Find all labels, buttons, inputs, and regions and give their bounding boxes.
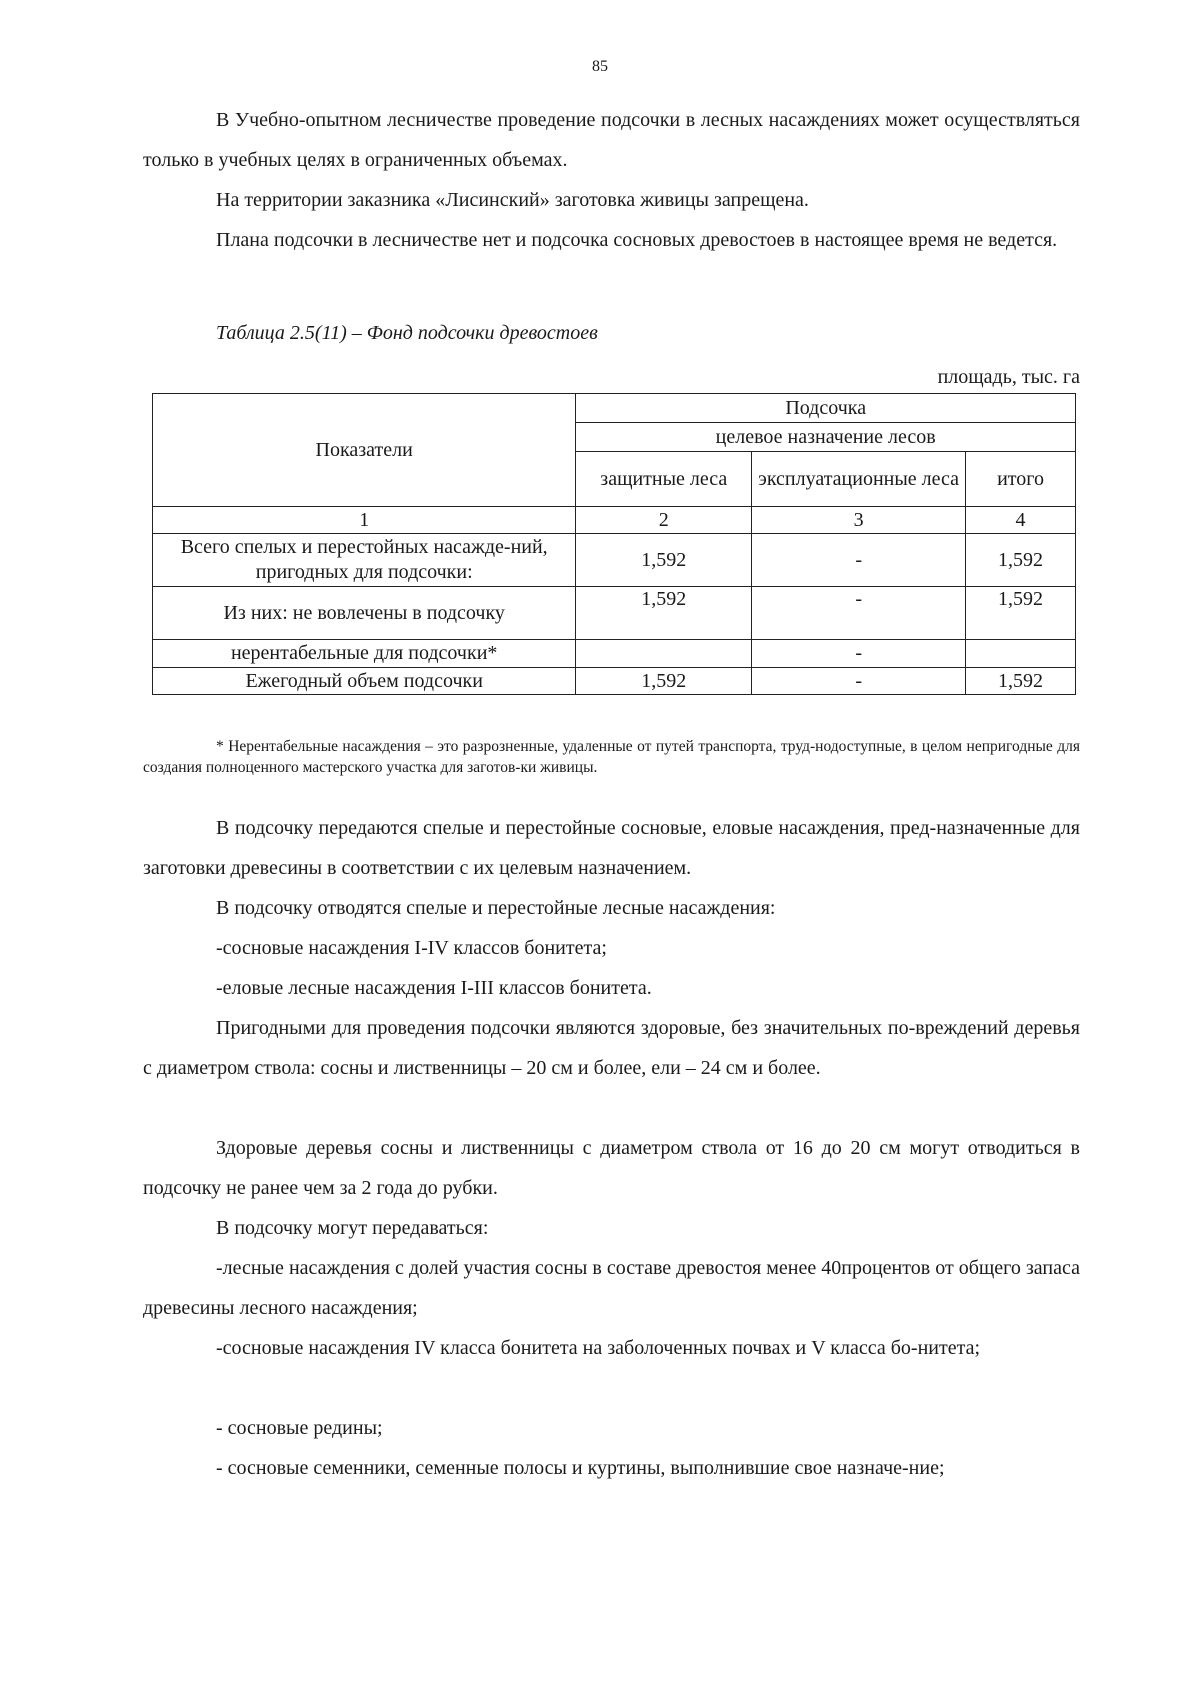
table-row — [153, 587, 1076, 640]
row-label: нерентабельные для подсочки* — [153, 640, 576, 668]
cell-protective: 1,592 — [576, 534, 752, 587]
table-row — [153, 534, 1076, 587]
column-number: 1 — [153, 507, 576, 534]
header-total: итого — [966, 452, 1076, 507]
column-number: 2 — [576, 507, 752, 534]
cell-protective — [576, 640, 752, 668]
header-forest-purpose: целевое назначение лесов — [576, 423, 1076, 452]
list-item: -сосновые насаждения IV класса бонитета на заболоченных почвах и V класса бо-нитета; — [216, 1337, 981, 1359]
paragraph: Плана подсочки в лесничестве нет и подсочка сосновых древостоев в настоящее время не ведется. — [216, 229, 1058, 251]
cell-total: 1,592 — [966, 668, 1076, 695]
paragraph: В подсочку отводятся спелые и перестойные лесные насаждения: — [216, 897, 776, 919]
paragraph: Здоровые деревья сосны и лиственницы с диаметром ствола от 16 до 20 см могут отводиться в подсочку не ранее чем за 2 года до рубки. — [143, 1137, 1080, 1199]
list-item: -еловые лесные насаждения I-III классов бонитета. — [216, 977, 652, 999]
paragraph: В подсочку могут передаваться: — [216, 1217, 489, 1239]
header-tapping: Подсочка — [576, 394, 1076, 423]
cell-exploitation: - — [752, 587, 966, 640]
paragraph: В Учебно-опытном лесничестве проведение подсочки в лесных насаждениях может осуществляться только в учебных целях в ограниченных объемах. — [143, 109, 1080, 171]
table-caption: Таблица 2.5(11) – Фонд подсочки древостоев — [216, 322, 598, 344]
cell-total — [966, 640, 1076, 668]
cell-protective: 1,592 — [576, 668, 752, 695]
row-label: Из них: не вовлечены в подсочку — [153, 587, 576, 640]
header-exploitation: эксплуатационные леса — [752, 452, 966, 507]
page-number: 85 — [592, 58, 608, 75]
row-label: Ежегодный объем подсочки — [153, 668, 576, 695]
column-number: 3 — [752, 507, 966, 534]
table-unit: площадь, тыс. га — [937, 366, 1080, 388]
cell-exploitation: - — [752, 534, 966, 587]
cell-total: 1,592 — [966, 534, 1076, 587]
paragraph: В подсочку передаются спелые и перестойные сосновые, еловые насаждения, пред-назначенные для заготовки древесины в соответствии с их целевым назначением. — [143, 817, 1080, 879]
list-item: - сосновые редины; — [216, 1417, 383, 1439]
forest-tapping-table — [152, 393, 1076, 695]
cell-exploitation: - — [752, 640, 966, 668]
table-row — [153, 640, 1076, 668]
row-label: Всего спелых и перестойных насажде-ний, пригодных для подсочки: — [153, 534, 576, 587]
column-number: 4 — [966, 507, 1076, 534]
list-item: - сосновые семенники, семенные полосы и куртины, выполнившие свое назначе-ние; — [216, 1457, 945, 1479]
cell-protective: 1,592 — [576, 587, 752, 640]
header-protective: защитные леса — [576, 452, 752, 507]
column-number-row — [153, 507, 1076, 534]
cell-exploitation: - — [752, 668, 966, 695]
list-item: -лесные насаждения с долей участия сосны в составе древостоя менее 40процентов от общего запаса древесины лесного насаждения; — [143, 1257, 1080, 1319]
list-item: -сосновые насаждения I-IV классов бонитета; — [216, 937, 607, 959]
table-row — [153, 668, 1076, 695]
cell-total: 1,592 — [966, 587, 1076, 640]
header-indicators: Показатели — [153, 394, 576, 507]
paragraph: На территории заказника «Лисинский» заготовка живицы запрещена. — [216, 189, 809, 211]
table-footnote: * Нерентабельные насаждения – это разрозненные, удаленные от путей транспорта, труд-нодоступные, в целом непригодные для создания полноценного мастерского участка для заготов-ки живицы. — [143, 738, 1080, 776]
paragraph: Пригодными для проведения подсочки являются здоровые, без значительных по-вреждений деревья с диаметром ствола: сосны и лиственницы – 20 см и более, ели – 24 см и более. — [143, 1017, 1080, 1079]
